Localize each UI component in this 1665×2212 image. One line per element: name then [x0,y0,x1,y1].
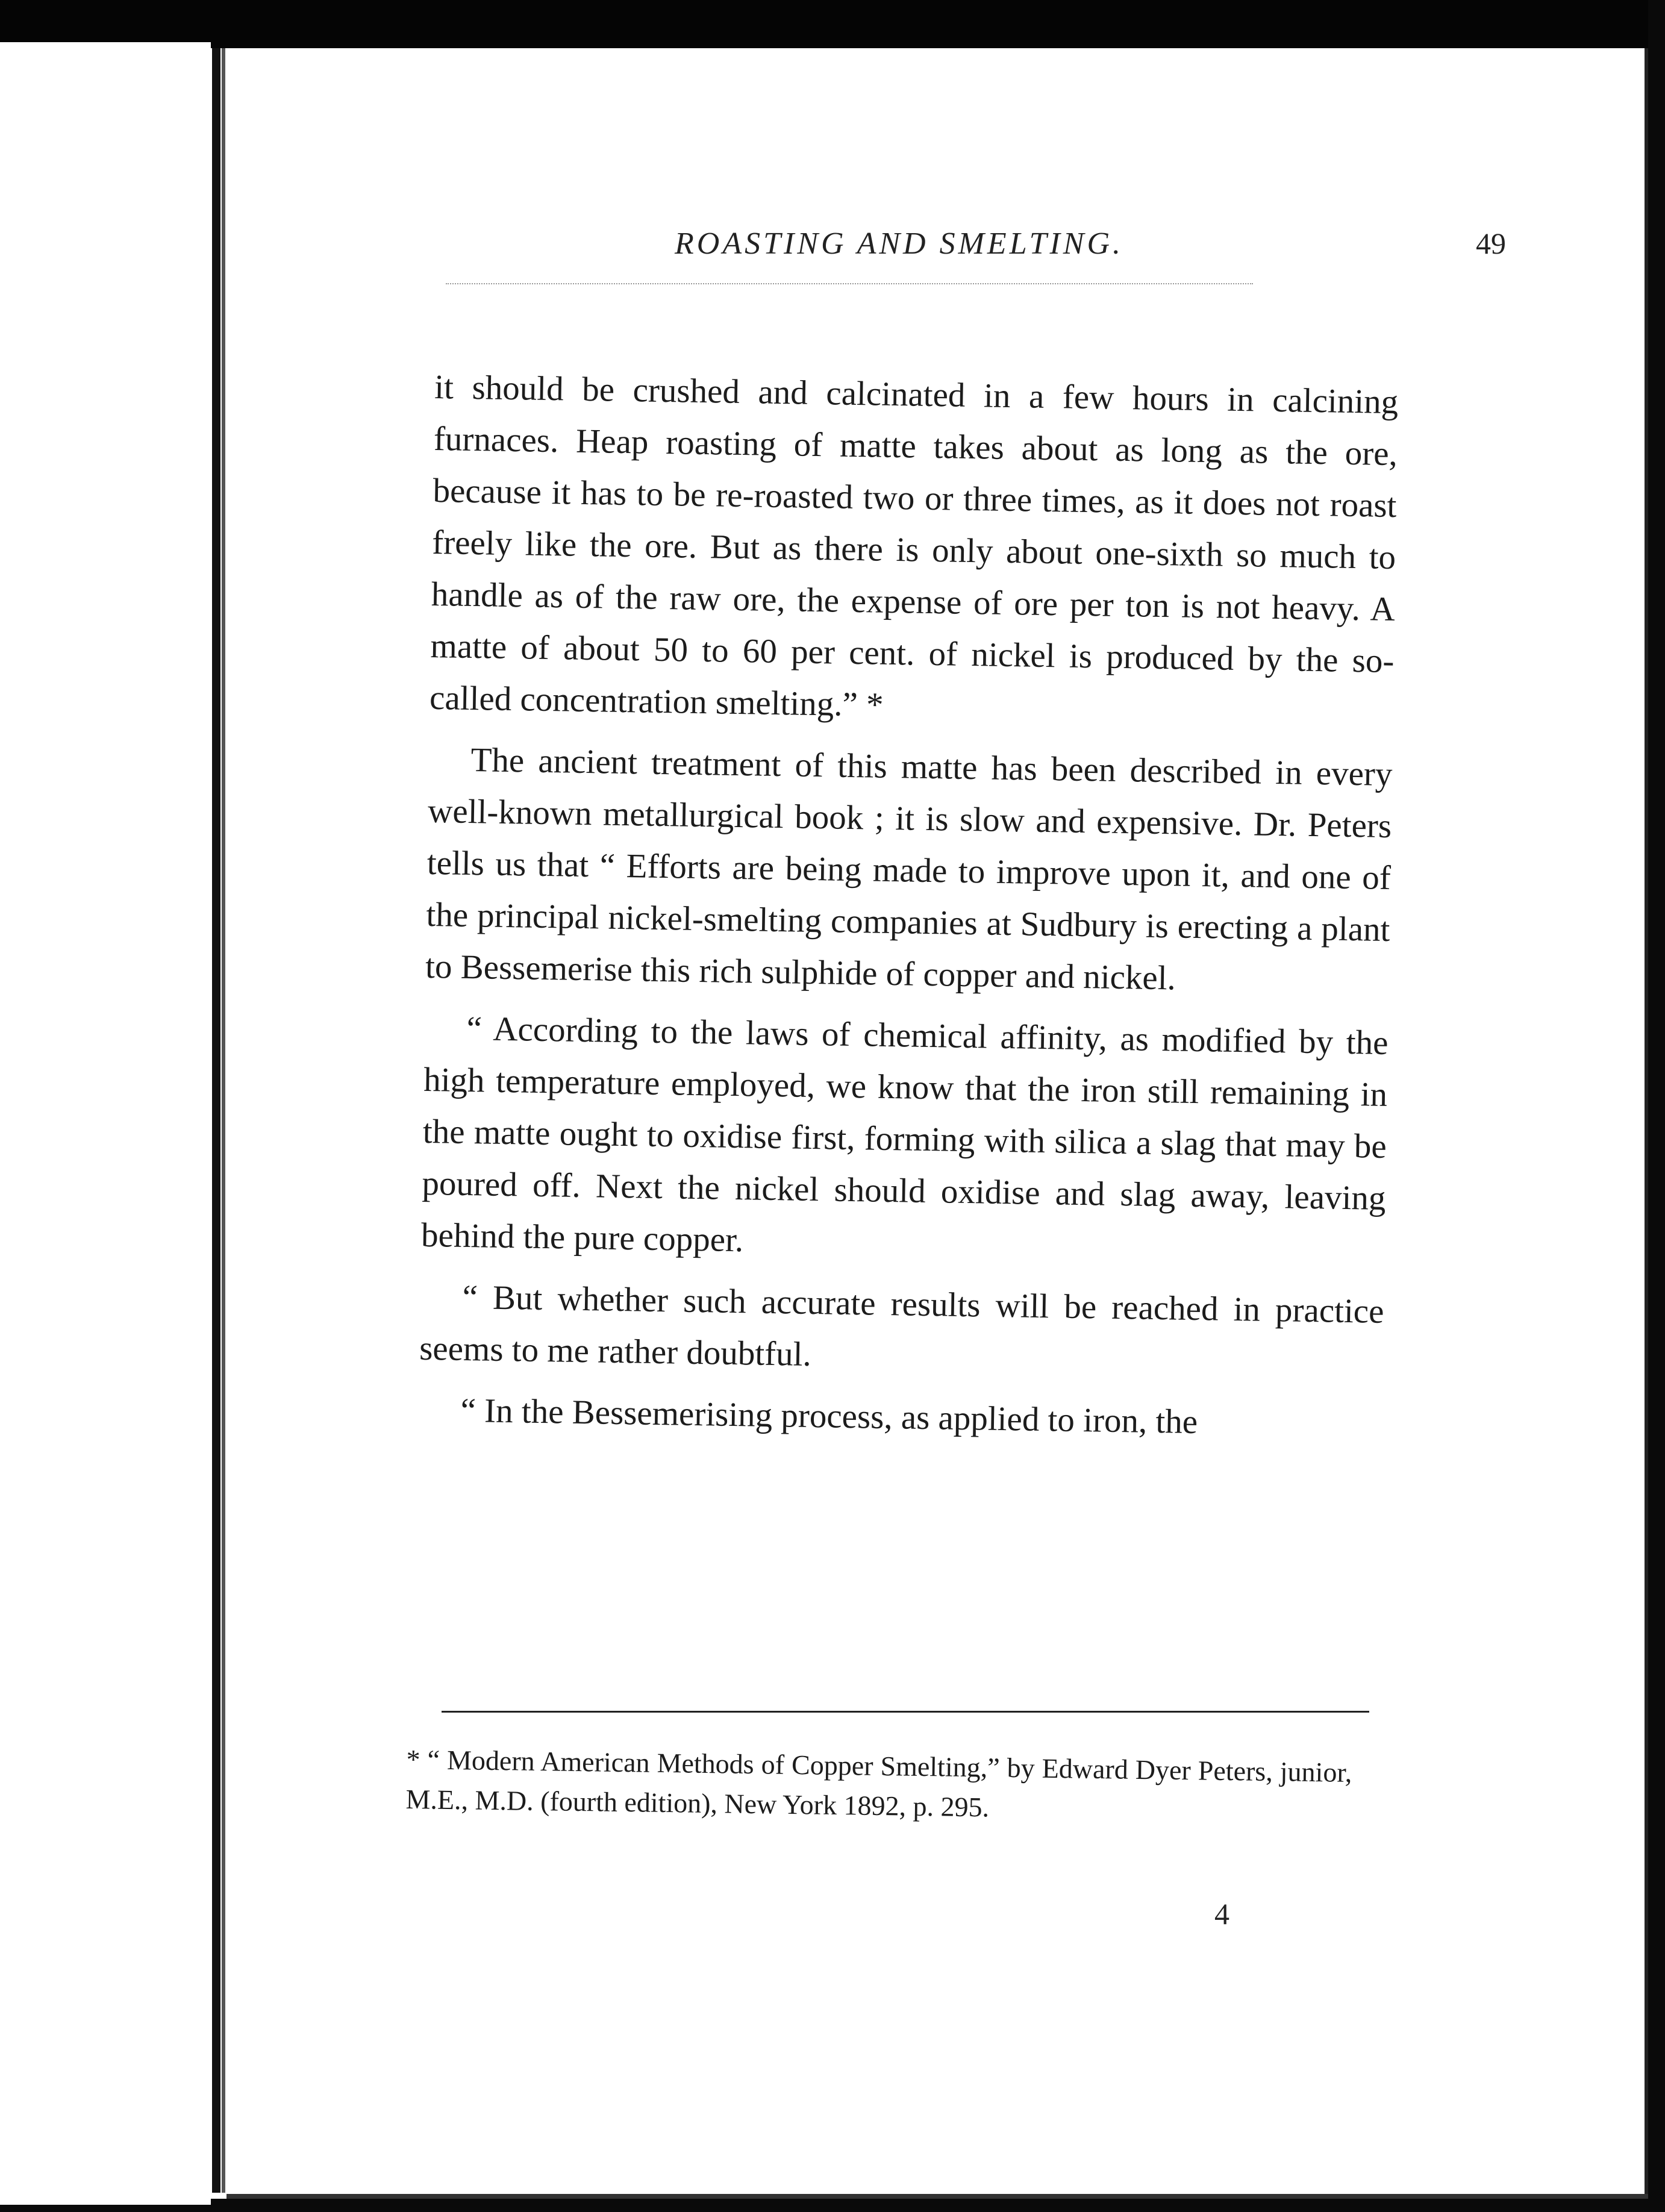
book-spine-shadow [222,48,225,2193]
running-head [446,226,1506,261]
footnote-rule [442,1711,1369,1713]
header-rule [446,283,1253,284]
paragraph-3: “ According to the laws of chemical affinity, as modified by the high temperature employed, we know that the iron still remaining in the matte ought to oxidise first, forming with silica a slag that may be poured off. Next the nickel should oxidise and slag away, leaving behind the pure copper. [420,1009,1389,1260]
page-edge-bottom [226,2194,1648,2199]
paragraph-4: “ But whether such accurate results will be reached in practice seems to me rather doubtful. [419,1278,1384,1374]
scan-border-right [1648,0,1665,2212]
signature-mark: 4 [1214,1897,1229,1931]
running-title: ROASTING AND SMELTING. [675,227,1124,261]
book-spine [212,48,220,2193]
paragraph-2: The ancient treatment of this matte has been described in every well-known metallurgical book ; it is slow and expensive. Dr. Peters tells us that “ Efforts are being made to improve upon it, and one of the principal nickel-smelting companies at Sudbury is erecting a plant to Bessemerise this rich sulphide of copper and nickel. [425,741,1393,998]
page-number: 49 [1476,227,1506,260]
paragraph-5: “ In the Bessemerising process, as applied to iron, the [460,1391,1198,1442]
paragraph-1: it should be crushed and calcinated in a few hours in calcining furnaces. Heap roasting of matte takes about as long as the ore, because it has to be re-roasted two or three times, as it does not roast freely like the ore. But as there is only about one-sixth so much to handle as of the raw ore, the expense of ore per ton is not heavy. A matte of about 50 to 60 per cent. of nickel is produced by the so-called concentration smelting.” * [429,367,1399,724]
footnote: * “ Modern American Methods of Copper Smelting,” by Edward Dyer Peters, junior, M.E., M.D. (fourth edition), New York 1892, p. 295. [405,1743,1352,1823]
scan-border-top [0,0,1665,48]
scan-border-bottom [0,2199,1665,2212]
facing-page-blank [0,42,211,2205]
body-text [418,361,1399,1461]
